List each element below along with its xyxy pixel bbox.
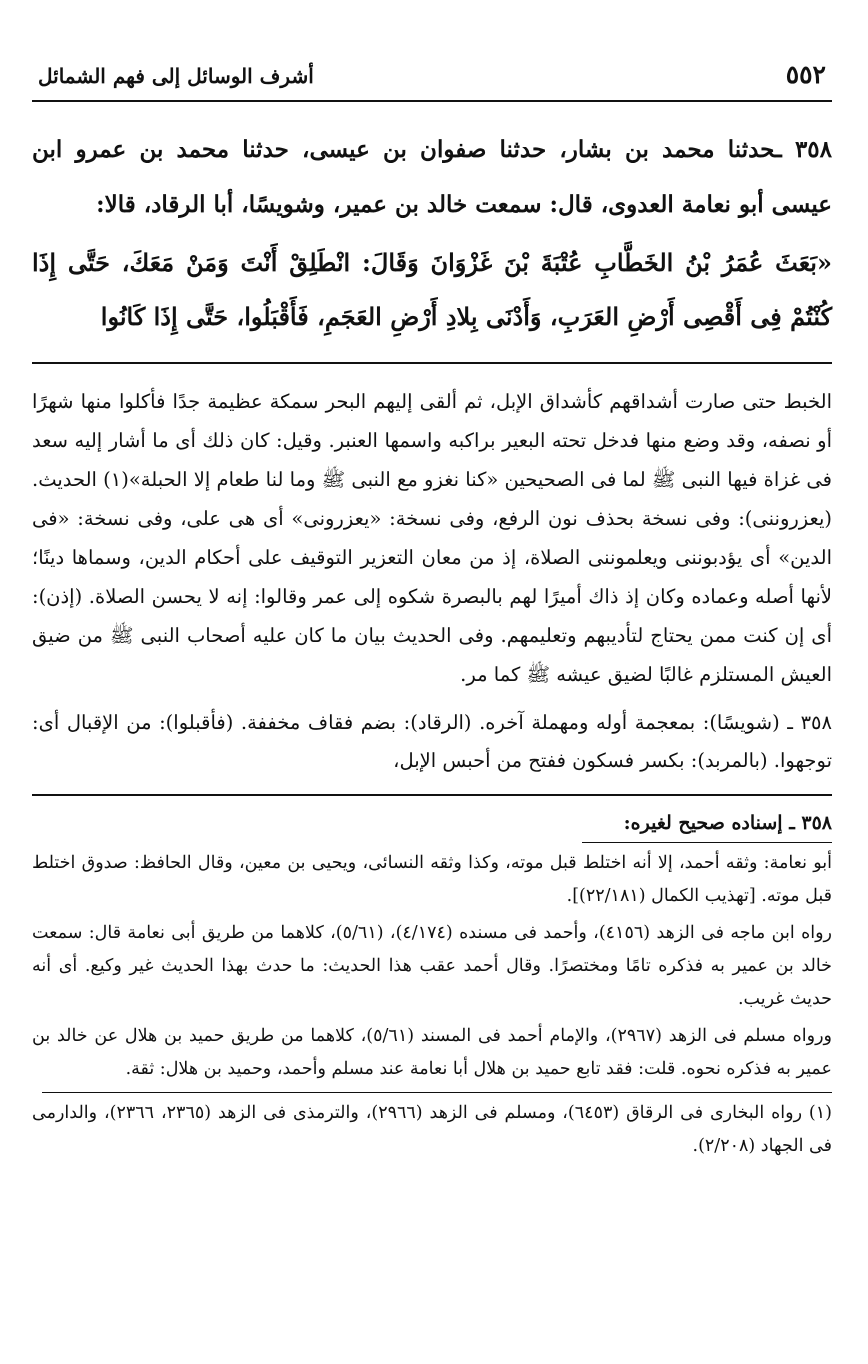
hadith-number: ٣٥٨ ـ [775,136,832,163]
book-page [32,60,832,1163]
footnote-rule [42,1092,832,1093]
takhrij-paragraph-2: رواه ابن ماجه فى الزهد (٤١٥٦)، وأحمد فى مسنده (٤/١٧٤)، (٥/٦١)، كلاهما من طريق أبى نعامة قال: سمعت خالد بن عمير به فذكره تامًا ومختصرًا. وقال أحمد عقب هذا الحديث: ما حدث بهذا الحديث غير وكيع. أى أنه حديث غريب. [32,923,832,1009]
notes-text: ٣٥٨ ـ (شويسًا): بمعجمة أوله ومهملة آخره. (الرقاد): بضم فقاف مخففة. (فأقبلوا): من الإقبال أى: توجهوا. (بالمربد): بكسر فسكون ففتح من أحبس الإبل، [32,711,832,772]
book-title: أشرف الوسائل إلى فهم الشمائل [38,64,314,88]
takhrij-section [32,806,832,1163]
isnad-text: حدثنا محمد بن بشار، حدثنا صفوان بن عيسى، حدثنا محمد بن عمرو ابن عيسى أبو نعامة العدوى، قال: سمعت خالد بن عمير، وشويسًا، أبا الرقاد، قالا: [32,136,832,218]
footnote-1: (١) رواه البخارى فى الرقاق (٦٤٥٣)، ومسلم فى الزهد (٢٩٦٦)، والترمذى فى الزهد (٢٣٦٥، ٢٣٦٦)، والدارمى فى الجهاد (٢/٢٠٨). [32,1103,832,1156]
takhrij-rule-top [32,794,832,796]
takhrij-heading: ٣٥٨ ـ إسناده صحيح لغيره: [623,812,832,834]
page-number: ٥٥٢ [785,60,826,89]
hadith-matn: «بَعَثَ عُمَرُ بْنُ الخَطَّابِ عُتْبَةَ بْنَ غَزْوَانَ وَقَالَ: انْطَلِقْ أَنْتَ وَمَنْ مَعَكَ، حَتَّى إِذَا كُنْتُمْ فِى أَقْصِى أَرْضِ العَرَبِ، وَأَدْنَى بِلادِ أَرْضِ العَجَمِ، فَأَقْبَلُوا، حَتَّى إِذَا كَانُوا [32,248,832,331]
takhrij-paragraph-1: أبو نعامة: وثقه أحمد، إلا أنه اختلط قبل موته، وكذا وثقه النسائى، ويحيى بن معين، وقال الحافظ: صدوق اختلط قبل موته. [تهذيب الكمال (٢٢/١٨١)]. [32,853,832,906]
page-header [32,60,832,100]
takhrij-heading-underline [582,842,832,843]
commentary-rule [32,362,832,364]
commentary-text: الخبط حتى صارت أشداقهم كأشداق الإبل، ثم ألقى إليهم البحر سمكة عظيمة جدًا فأكلوا منها شهرًا أو نصفه، وقد وضع منها فدخل تحته البعير براكبه واسمها العنبر. وقيل: كان ذلك أى ما أشار إليه سعد فى غزاة فيها النبى ﷺ لما فى الصحيحين «كنا نغزو مع النبى ﷺ وما لنا طعام إلا الحبلة»(١) الحديث. (يعزروننى): وفى نسخة بحذف نون الرفع، وفى نسخة: «يعزرونى» أى هى على، وفى نسخة: «فى الدين» أى يؤدبوننى ويعلموننى الصلاة، إذ من معان التعزير التوقيف على أحكام الدين، وسماها دينًا؛ لأنها أصله وعماده وكان إذ ذاك أميرًا لهم بالبصرة شكوه إلى عمر وقالوا: إنه لا يحسن الصلاة. (إذن): أى إن كنت ممن يحتاج لتأديبهم وتعليمهم. وفى الحديث بيان ما كان عليه أصحاب النبى ﷺ من ضيق العيش المستلزم غالبًا لضيق عيشه ﷺ كما مر. [32,390,832,686]
takhrij-paragraph-3: ورواه مسلم فى الزهد (٢٩٦٧)، والإمام أحمد فى المسند (٥/٦١)، كلاهما من طريق حميد بن هلال عن خالد بن عمير به فذكره نحوه. قلت: فقد تابع حميد بن هلال أبا نعامة عند مسلم وأحمد، وحميد بن هلال: ثقة. [32,1026,833,1079]
header-rule [32,100,832,102]
hadith-isnad [32,122,832,232]
